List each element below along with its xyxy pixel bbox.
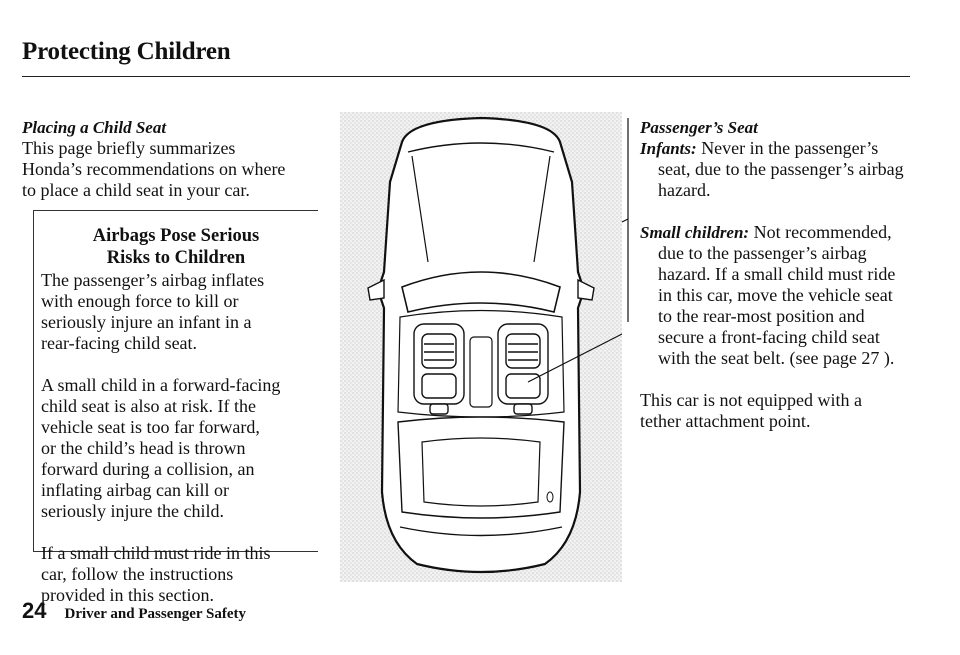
warning-title-line: Risks to Children <box>106 248 246 268</box>
page-title: Protecting Children <box>22 38 231 65</box>
infants-line: hazard. <box>658 180 711 200</box>
page-footer <box>22 598 246 624</box>
intro-line: to place a child seat in your car. <box>22 180 250 200</box>
driver-seat <box>414 324 464 414</box>
warning-line: forward during a collision, an <box>41 459 255 479</box>
warning-paragraph <box>34 543 318 606</box>
passenger-seat-heading: Passenger’s Seat <box>640 118 758 137</box>
warning-line: rear-facing child seat. <box>41 333 198 353</box>
small-children-line: secure a front-facing child seat <box>658 327 880 347</box>
small-children-label: Small children: <box>640 223 750 242</box>
warning-title <box>34 225 318 269</box>
warning-line: vehicle seat is too far forward, <box>41 417 260 437</box>
warning-line: seriously injure an infant in a <box>41 312 252 332</box>
warning-line: or the child’s head is thrown <box>41 438 246 458</box>
tether-line: tether attachment point. <box>640 411 811 431</box>
left-column <box>22 118 322 201</box>
car-top-view-illustration <box>340 112 622 582</box>
small-children-line: due to the passenger’s airbag <box>658 243 867 263</box>
warning-paragraph <box>34 270 318 354</box>
warning-line: A small child in a forward-facing <box>41 375 281 395</box>
small-children-line: to the rear-most position and <box>658 306 865 326</box>
warning-line: provided in this section. <box>41 585 214 605</box>
small-children-text: Not recommended, <box>753 222 892 242</box>
small-children-line: hazard. If a small child must ride <box>658 264 896 284</box>
warning-line: with enough force to kill or <box>41 291 239 311</box>
warning-line: seriously injure the child. <box>41 501 224 521</box>
warning-line: inflating airbag can kill or <box>41 480 229 500</box>
airbag-warning-box <box>33 210 318 605</box>
small-children-line: with the seat belt. (see page 27 ). <box>658 348 895 368</box>
small-children-entry <box>640 222 920 369</box>
infants-line: seat, due to the passenger’s airbag <box>658 159 904 179</box>
intro-text <box>22 138 322 201</box>
page-number: 24 <box>22 598 47 623</box>
center-console <box>470 337 492 407</box>
warning-line: If a small child must ride in this <box>41 543 271 563</box>
warning-title-line: Airbags Pose Serious <box>92 226 260 246</box>
small-children-line: in this car, move the vehicle seat <box>658 285 893 305</box>
section-heading: Placing a Child Seat <box>22 118 167 137</box>
footer-section-name: Driver and Passenger Safety <box>64 606 246 622</box>
title-divider <box>22 76 910 77</box>
tether-line: This car is not equipped with a <box>640 390 862 410</box>
warning-line: child seat is also at risk. If the <box>41 396 256 416</box>
tether-note <box>640 390 920 432</box>
infants-entry <box>640 138 920 201</box>
intro-line: Honda’s recommendations on where <box>22 159 286 179</box>
infants-text: Never in the passenger’s <box>701 138 879 158</box>
right-column <box>640 118 920 453</box>
infants-label: Infants: <box>640 139 697 158</box>
passenger-seat <box>498 324 548 414</box>
warning-paragraph <box>34 375 318 522</box>
warning-line: car, follow the instructions <box>41 564 234 584</box>
intro-line: This page briefly summarizes <box>22 138 236 158</box>
warning-line: The passenger’s airbag inflates <box>41 270 265 290</box>
